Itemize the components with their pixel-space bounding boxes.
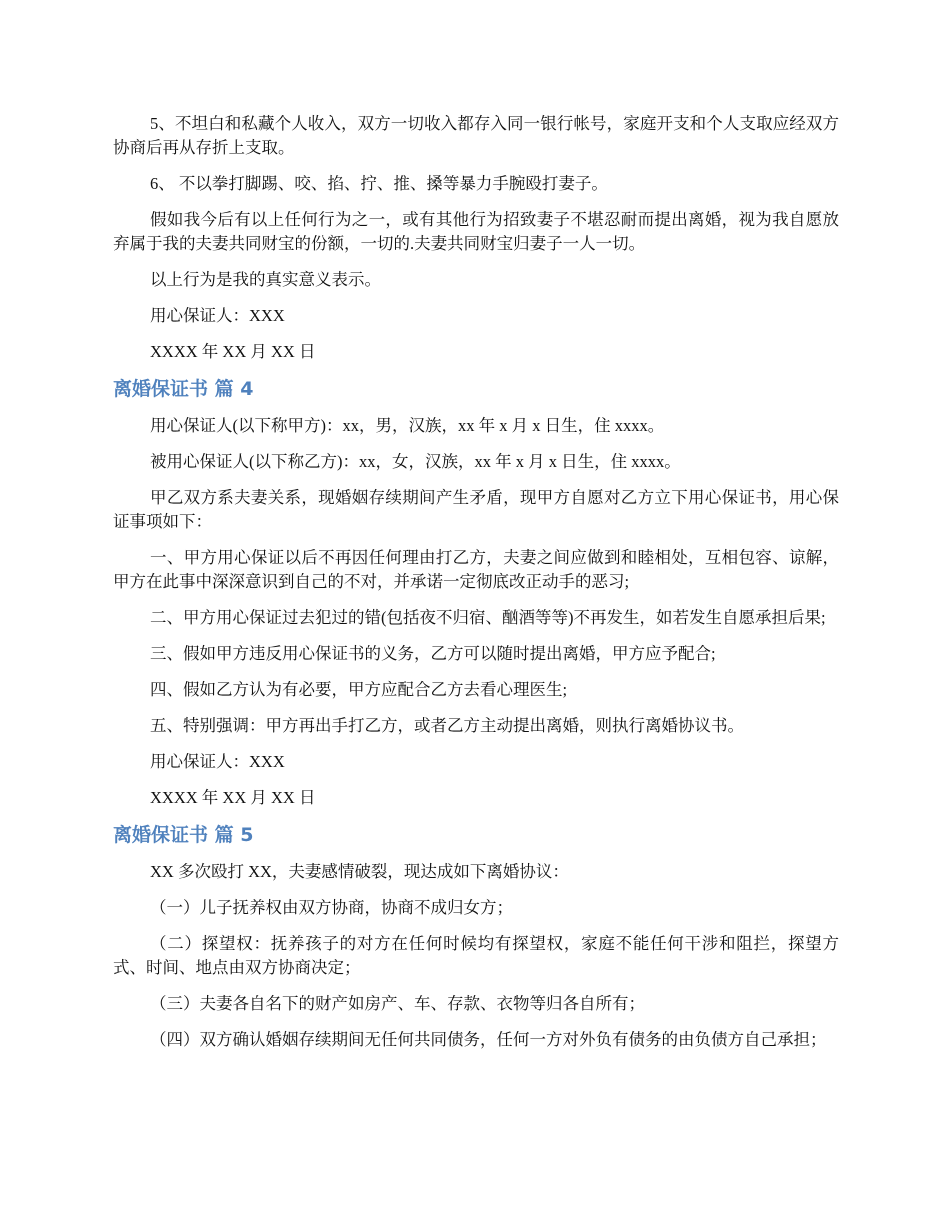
- paragraph: 用心保证人(以下称甲方)：xx，男，汉族，xx 年 x 月 x 日生，住 xxxx。: [150, 416, 665, 435]
- paragraph: 一、甲方用心保证以后不再因任何理由打乙方，夫妻之间应做到和睦相处，互相包容、谅解，甲方在此事中深深意识到自己的不对，并承诺一定彻底改正动手的恶习;: [113, 548, 839, 591]
- section-heading: 离婚保证书 篇 5: [113, 824, 254, 846]
- paragraph: 五、特别强调：甲方再出手打乙方，或者乙方主动提出离婚，则执行离婚协议书。: [150, 716, 744, 735]
- paragraph: 三、假如甲方违反用心保证书的义务，乙方可以随时提出离婚，甲方应予配合;: [150, 644, 716, 663]
- date-line: XXXX 年 XX 月 XX 日: [150, 788, 316, 807]
- paragraph: 四、假如乙方认为有必要，甲方应配合乙方去看心理医生;: [150, 680, 568, 699]
- paragraph: 被用心保证人(以下称乙方)：xx，女，汉族，xx 年 x 月 x 日生，住 xxxx。: [150, 452, 681, 471]
- document-page: [113, 112, 839, 1064]
- paragraph: 以上行为是我的真实意义表示。: [150, 270, 381, 289]
- paragraph: 甲乙双方系夫妻关系，现婚姻存续期间产生矛盾，现甲方自愿对乙方立下用心保证书，用心保证事项如下：: [113, 488, 839, 531]
- paragraph: （四）双方确认婚姻存续期间无任何共同债务，任何一方对外负有债务的由负债方自己承担；: [150, 1030, 827, 1049]
- signature-line: 用心保证人：XXX: [150, 752, 285, 771]
- paragraph: （一）儿子抚养权由双方协商，协商不成归女方；: [150, 898, 513, 917]
- paragraph: 假如我今后有以上任何行为之一，或有其他行为招致妻子不堪忍耐而提出离婚，视为我自愿放弃属于我的夫妻共同财宝的份额，一切的.夫妻共同财宝归妻子一人一切。: [113, 210, 839, 253]
- paragraph: （二）探望权：抚养孩子的对方在任何时候均有探望权，家庭不能任何干涉和阻拦，探望方式、时间、地点由双方协商决定；: [113, 934, 839, 977]
- signature-line: 用心保证人：XXX: [150, 306, 285, 325]
- section-heading: 离婚保证书 篇 4: [113, 378, 254, 400]
- paragraph: （三）夫妻各自名下的财产如房产、车、存款、衣物等归各自所有；: [150, 994, 645, 1013]
- paragraph: XX 多次殴打 XX，夫妻感情破裂，现达成如下离婚协议：: [150, 862, 569, 881]
- paragraph: 5、不坦白和私藏个人收入，双方一切收入都存入同一银行帐号，家庭开支和个人支取应经双方协商后再从存折上支取。: [113, 114, 839, 157]
- date-line: XXXX 年 XX 月 XX 日: [150, 342, 316, 361]
- paragraph: 二、甲方用心保证过去犯过的错(包括夜不归宿、酗酒等等)不再发生，如若发生自愿承担后果;: [150, 608, 826, 627]
- paragraph: 6、 不以拳打脚踢、咬、掐、拧、推、搡等暴力手腕殴打妻子。: [150, 174, 608, 193]
